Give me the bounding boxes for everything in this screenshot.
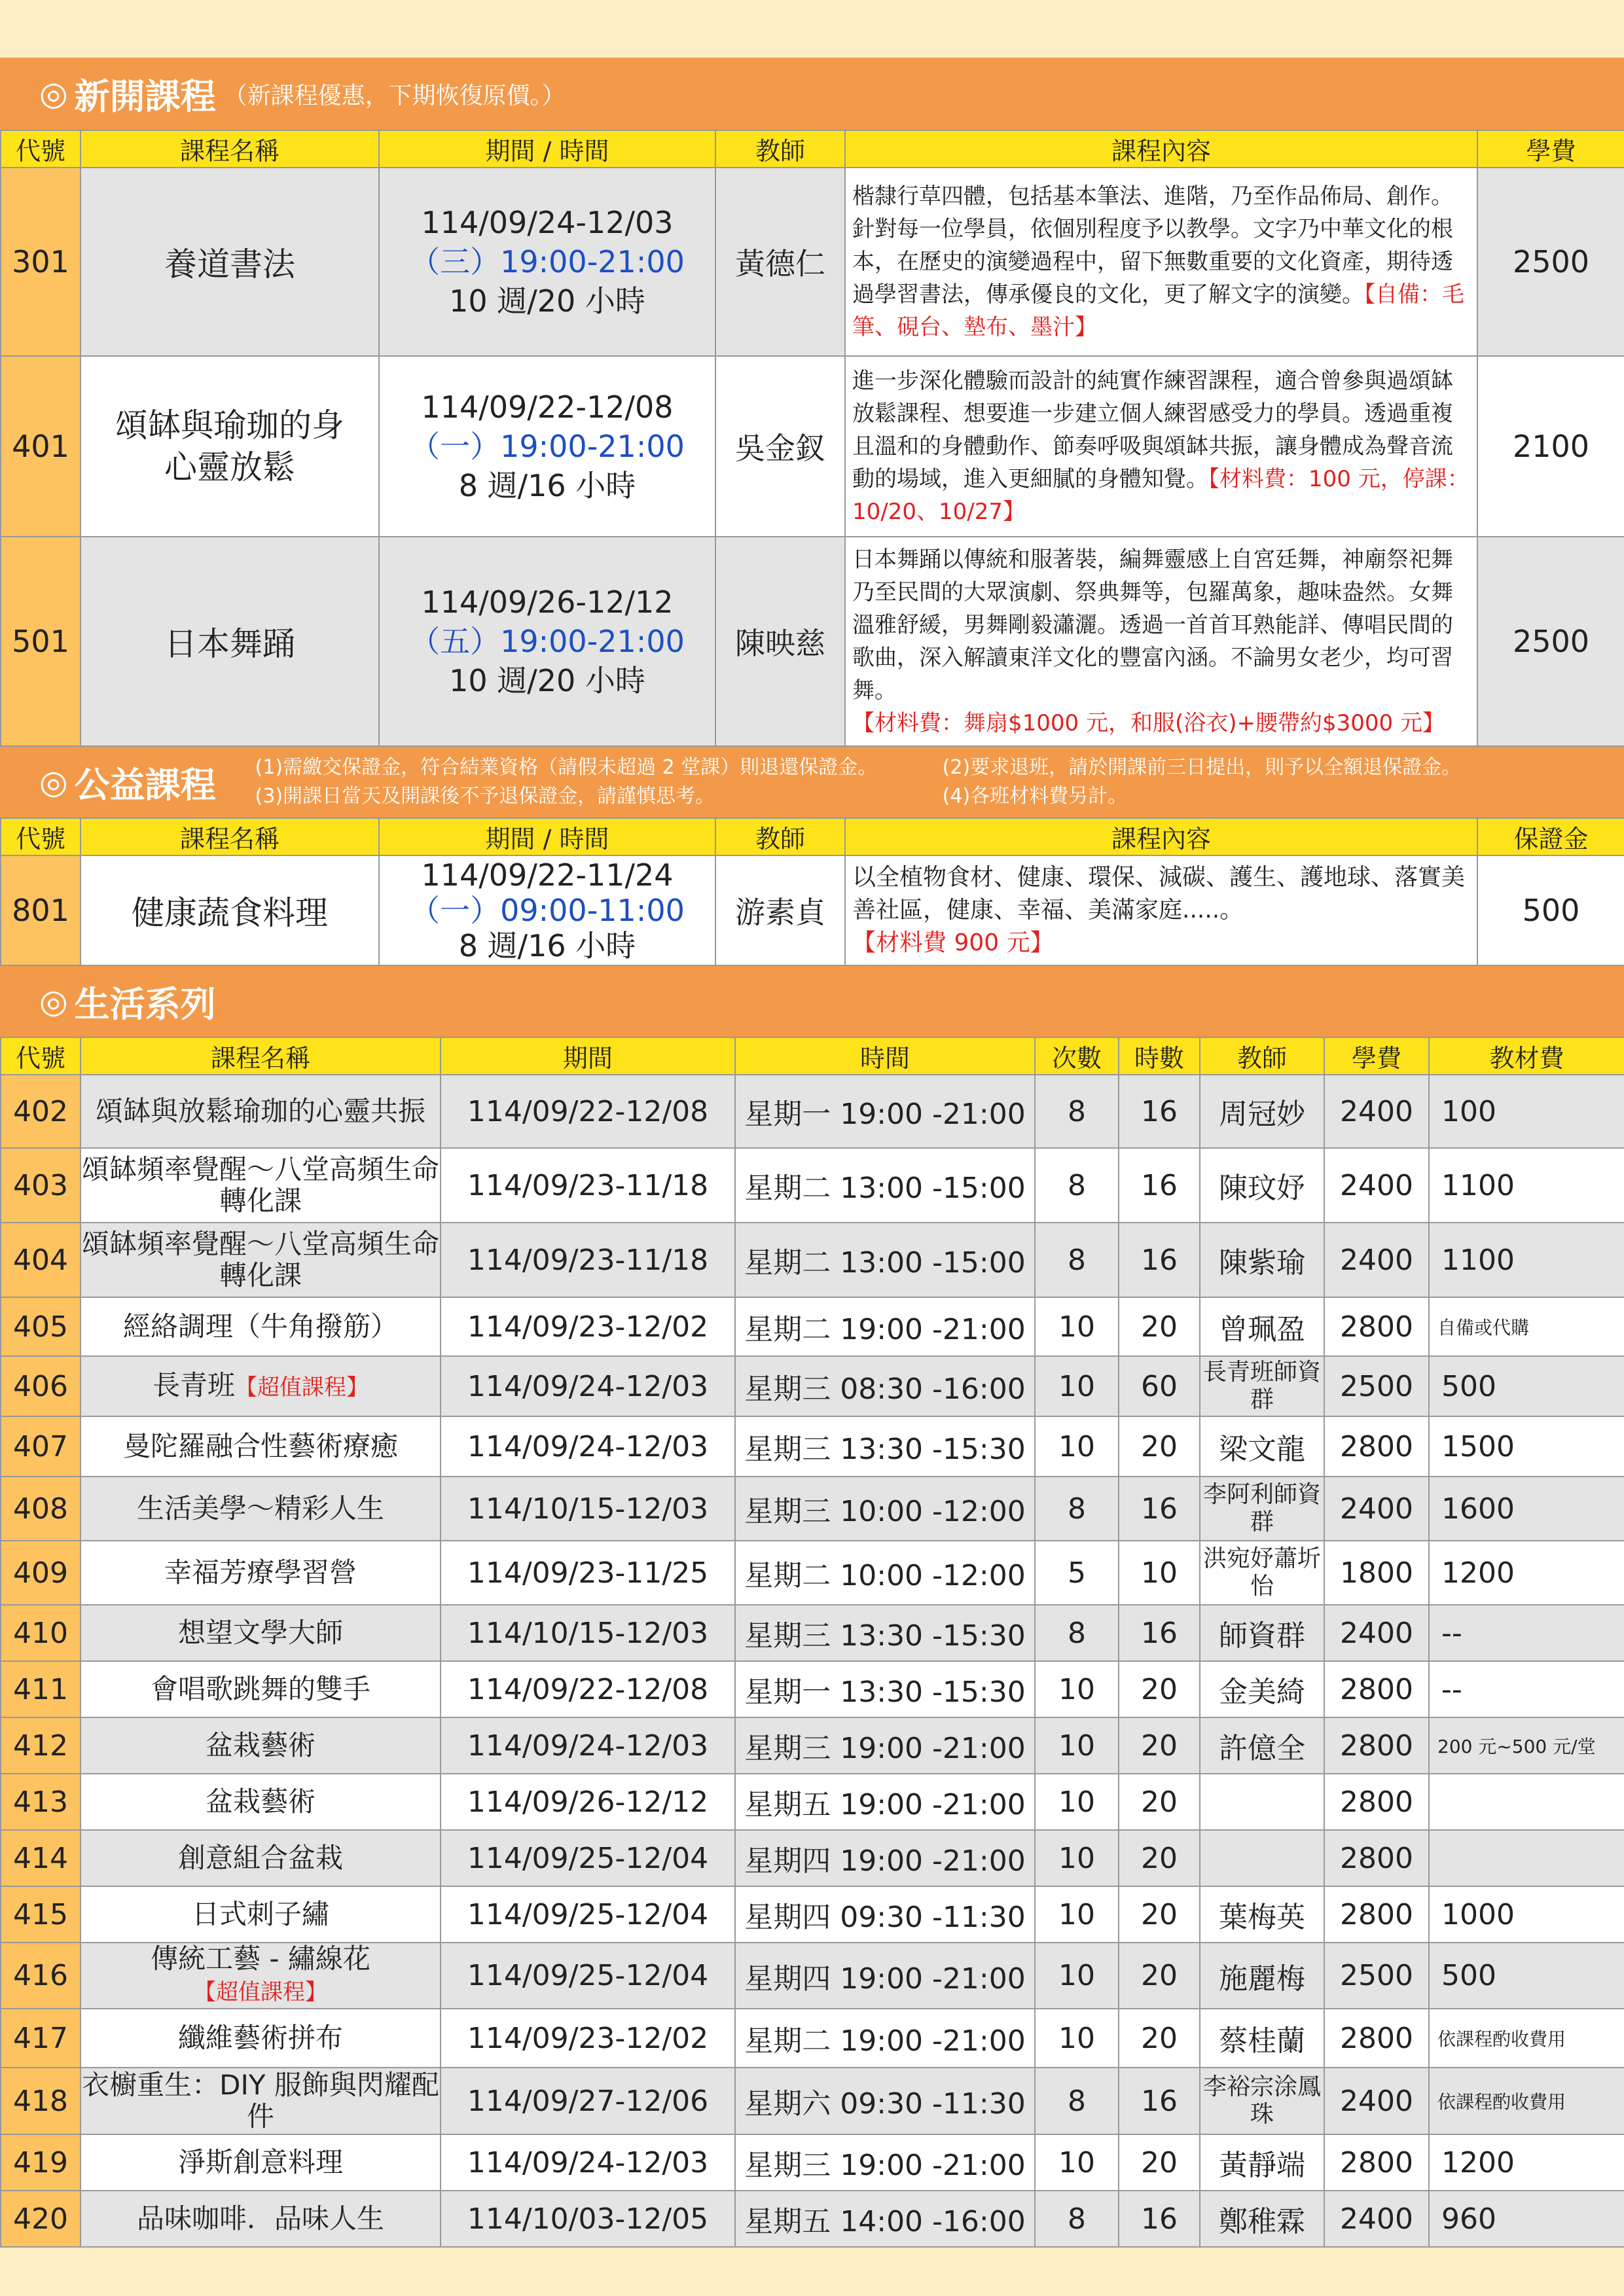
table-row: 404 頌缽頻率覺醒～八堂高頻生命轉化課 114/09/23-11/18 星期二 13:00 -15:00 8 16 陳紫瑜 2400 1100 <box>1 1223 1624 1297</box>
table-row: 407 曼陀羅融合性藝術療癒 114/09/24-12/03 星期三 13:30 -15:30 10 20 梁文龍 2800 1500 <box>1 1416 1624 1477</box>
bullseye-icon: ◎ <box>39 763 68 801</box>
table-row: 416 傳統工藝 - 繡線花 【超值課程】 114/09/25-12/04 星期四 19:00 -21:00 10 20 施麗梅 2500 500 <box>1 1943 1624 2009</box>
table-row: 402 頌缽與放鬆瑜珈的心靈共振 114/09/22-12/08 星期一 19:00 -21:00 8 16 周冠妙 2400 100 <box>1 1075 1624 1148</box>
col-teacher: 教師 <box>715 130 845 168</box>
table-row: 301 養道書法 114/09/24-12/03 （三）19:00-21:00 10 週/20 小時 黃德仁 楷隸行草四體，包括基本筆法、進階，乃至作品佈局、創作。針對每一位學員，依個別程度予以教學。文字乃中華文化的根本，在歷史的演變過程中，留下無數重要的文化資產，期待透過學習書法，傳承優良的文化，更了解文字的演變。【自備：毛筆、硯台、墊布、墨汁】 2500 <box>1 168 1624 356</box>
table-row: 801 健康蔬食料理 114/09/22-11/24 （一）09:00-11:00 8 週/16 小時 游素貞 以全植物食材、健康、環保、減碳、護生、護地球、落實美善社區，健康、幸福、美滿家庭.....。 【材料費 900 元】 500 <box>1 855 1624 965</box>
section-title: 生活系列 <box>74 983 216 1025</box>
col-fee: 學費 <box>1477 130 1624 168</box>
table-row: 412 盆栽藝術 114/09/24-12/03 星期三 19:00 -21:00 10 20 許億全 2800 200 元~500 元/堂 <box>1 1717 1624 1774</box>
table-row: 401 頌缽與瑜珈的身心靈放鬆 114/09/22-12/08 （一）19:00-21:00 8 週/16 小時 吳金釵 進一步深化體驗而設計的純實作練習課程，適合曾參與過頌缽放鬆課程、想要進一步建立個人練習感受力的學員。透過重複且溫和的身體動作、節奏呼吸與頌缽共振，讓身體成為聲音流動的場域，進入更細膩的身體知覺。【材料費：100 元，停課：10/20、10/27】 2100 <box>1 356 1624 537</box>
table-row: 415 日式刺子繡 114/09/25-12/04 星期四 09:30 -11:30 10 20 葉梅英 2800 1000 <box>1 1886 1624 1943</box>
table-row: 409 幸福芳療學習營 114/09/23-11/25 星期二 10:00 -12:00 5 10 洪宛妤蕭圻怡 1800 1200 <box>1 1541 1624 1605</box>
section-note: （新課程優惠，下期恢復原價。） <box>223 82 566 109</box>
public-courses-table: 代號 課程名稱 期間 / 時間 教師 課程內容 保證金 801 健康蔬食料理 114/09/22-11/24 （一）09:00-11:00 8 週/16 小時 游素貞 以全植物食材、健康、環保、減碳、護生、護地球、落實美善社區，健康、幸福、美滿家庭.....。 【材料費 900 元】 500 <box>0 817 1624 966</box>
table-row: 418 衣櫥重生：DIY 服飾與閃耀配件 114/09/27-12/06 星期六 09:30 -11:30 8 16 李裕宗涂鳳珠 2400 依課程酌收費用 <box>1 2068 1624 2134</box>
new-courses-table <box>0 130 1624 747</box>
bullseye-icon: ◎ <box>39 75 68 113</box>
col-period: 期間 / 時間 <box>379 130 715 168</box>
col-content: 課程內容 <box>845 130 1477 168</box>
section-title: 公益課程 <box>74 764 216 806</box>
col-code: 代號 <box>1 130 81 168</box>
public-notes: (1)需繳交保證金，符合結業資格（請假未超過 2 堂課）則退還保證金。 (2)要求退班，請於開課前三日提出，則予以全額退保證金。 (3)開課日當天及開課後不予退保證金，請謹慎思考。 (4)各班材料費另計。 <box>255 756 1462 808</box>
table-row: 411 會唱歌跳舞的雙手 114/09/22-12/08 星期一 13:30 -15:30 10 20 金美綺 2800 -- <box>1 1661 1624 1717</box>
table-row: 413 盆栽藝術 114/09/26-12/12 星期五 19:00 -21:00 10 20 2800 <box>1 1774 1624 1830</box>
table-row: 410 想望文學大師 114/10/15-12/03 星期三 13:30 -15:30 8 16 師資群 2400 -- <box>1 1605 1624 1661</box>
life-series-header <box>0 966 1624 1037</box>
table-row: 417 纖維藝術拼布 114/09/23-12/02 星期二 19:00 -21:00 10 20 蔡桂蘭 2800 依課程酌收費用 <box>1 2009 1624 2068</box>
life-series-table: 代號 課程名稱 期間 時間 次數 時數 教師 學費 教材費 402 頌缽與放鬆瑜珈的心靈共振 114/09/22-12/08 星期一 19:00 -21:00 8 16 周冠妙 2400 100 403 頌缽頻率覺醒～八堂高頻生命轉化課 114/09/23-11/18 星期二 13:00 -15:00 8 16 陳玟妤 2400 1100 404 頌缽頻率覺醒～八堂高頻生命轉化課 114/09/23-11/18 星期二 13:00 -15:00 8 16 陳紫瑜 2400 1100 405 經絡調理（牛角撥筋） 114/09/23-12/02 星期二 19:00 -21:00 10 20 曾珮盈 2800 自備或代購 406 長青班【超值課程】 114/09/24-12/03 星期三 08:30 -16:00 10 60 長青班師資群 2500 500 407 曼陀羅融合性藝術療癒 114/09/24-12/03 星期三 13:30 -15:30 10 20 梁文龍 2800 1500 408 生活美學～精彩人生 114/10/15-12/03 星期三 10:00 -12:00 8 16 李阿利師資群 2400 1600 409 幸福芳療學習營 114/09/23-11/25 星期二 10:00 -12:00 5 10 洪宛妤蕭圻怡 1800 1200 410 想望文學大師 114/10/15-12/03 星期三 13:30 -15:30 8 16 師資群 2400 -- 411 會唱歌跳舞的雙手 114/09/22-12/08 星期一 13:30 -15:30 10 20 金美綺 2800 -- 412 盆栽藝術 114/09/24-12/03 星期三 19:00 -21:00 10 20 許億全 2800 200 元~500 元/堂 413 盆栽藝術 114/09/26-12/12 星期五 19:00 -21:00 10 20 2800 414 創意組合盆栽 114/09/25-12/04 星期四 19:00 -21:00 10 20 2800 415 日式刺子繡 114/09/25-12/04 星期四 09:30 -11:30 10 20 葉梅英 2800 1000 416 傳統工藝 - 繡線花 【超值課程】 114/09/25-12/04 星期四 19:00 -21:00 10 20 施麗梅 2500 500 417 纖維藝術拼布 114/09/23-12/02 星期二 19:00 -21:00 10 20 蔡桂蘭 2800 依課程酌收費用 418 衣櫥重生：DIY 服飾與閃耀配件 114/09/27-12/06 星期六 09:30 -11:30 8 16 李裕宗涂鳳珠 2400 依課程酌收費用 419 淨斯創意料理 114/09/24-12/03 星期三 19:00 -21:00 10 20 黃靜端 2800 1200 420 品味咖啡．品味人生 114/10/03-12/05 星期五 14:00 -16:00 8 16 鄭稚霖 2400 960 <box>0 1037 1624 2248</box>
table-row: 501 日本舞踊 114/09/26-12/12 （五）19:00-21:00 10 週/20 小時 陳映慈 日本舞踊以傳統和服著裝，編舞靈感上自宮廷舞，神廟祭祀舞乃至民間的大眾演劇、祭典舞等，包羅萬象，趣味盎然。女舞溫雅舒緩，男舞剛毅瀟灑。透過一首首耳熟能詳、傳唱民間的歌曲，深入解讀東洋文化的豐富內涵。不論男女老少，均可習舞。 【材料費：舞扇$1000 元，和服(浴衣)+腰帶約$3000 元】 2500 <box>1 537 1624 746</box>
table-row: 406 長青班【超值課程】 114/09/24-12/03 星期三 08:30 -16:00 10 60 長青班師資群 2500 500 <box>1 1356 1624 1416</box>
table-row: 403 頌缽頻率覺醒～八堂高頻生命轉化課 114/09/23-11/18 星期二 13:00 -15:00 8 16 陳玟妤 2400 1100 <box>1 1148 1624 1223</box>
table-row: 419 淨斯創意料理 114/09/24-12/03 星期三 19:00 -21:00 10 20 黃靜端 2800 1200 <box>1 2134 1624 2191</box>
table-row: 420 品味咖啡．品味人生 114/10/03-12/05 星期五 14:00 -16:00 8 16 鄭稚霖 2400 960 <box>1 2191 1624 2247</box>
table-row: 414 創意組合盆栽 114/09/25-12/04 星期四 19:00 -21:00 10 20 2800 <box>1 1830 1624 1886</box>
bullseye-icon: ◎ <box>39 982 68 1020</box>
new-courses-header <box>0 58 1624 130</box>
section-title: 新開課程 <box>74 75 216 117</box>
col-name: 課程名稱 <box>81 130 379 168</box>
table-row: 408 生活美學～精彩人生 114/10/15-12/03 星期三 10:00 -12:00 8 16 李阿利師資群 2400 1600 <box>1 1477 1624 1541</box>
public-courses-header <box>0 747 1624 817</box>
table-row: 405 經絡調理（牛角撥筋） 114/09/23-12/02 星期二 19:00 -21:00 10 20 曾珮盈 2800 自備或代購 <box>1 1297 1624 1356</box>
